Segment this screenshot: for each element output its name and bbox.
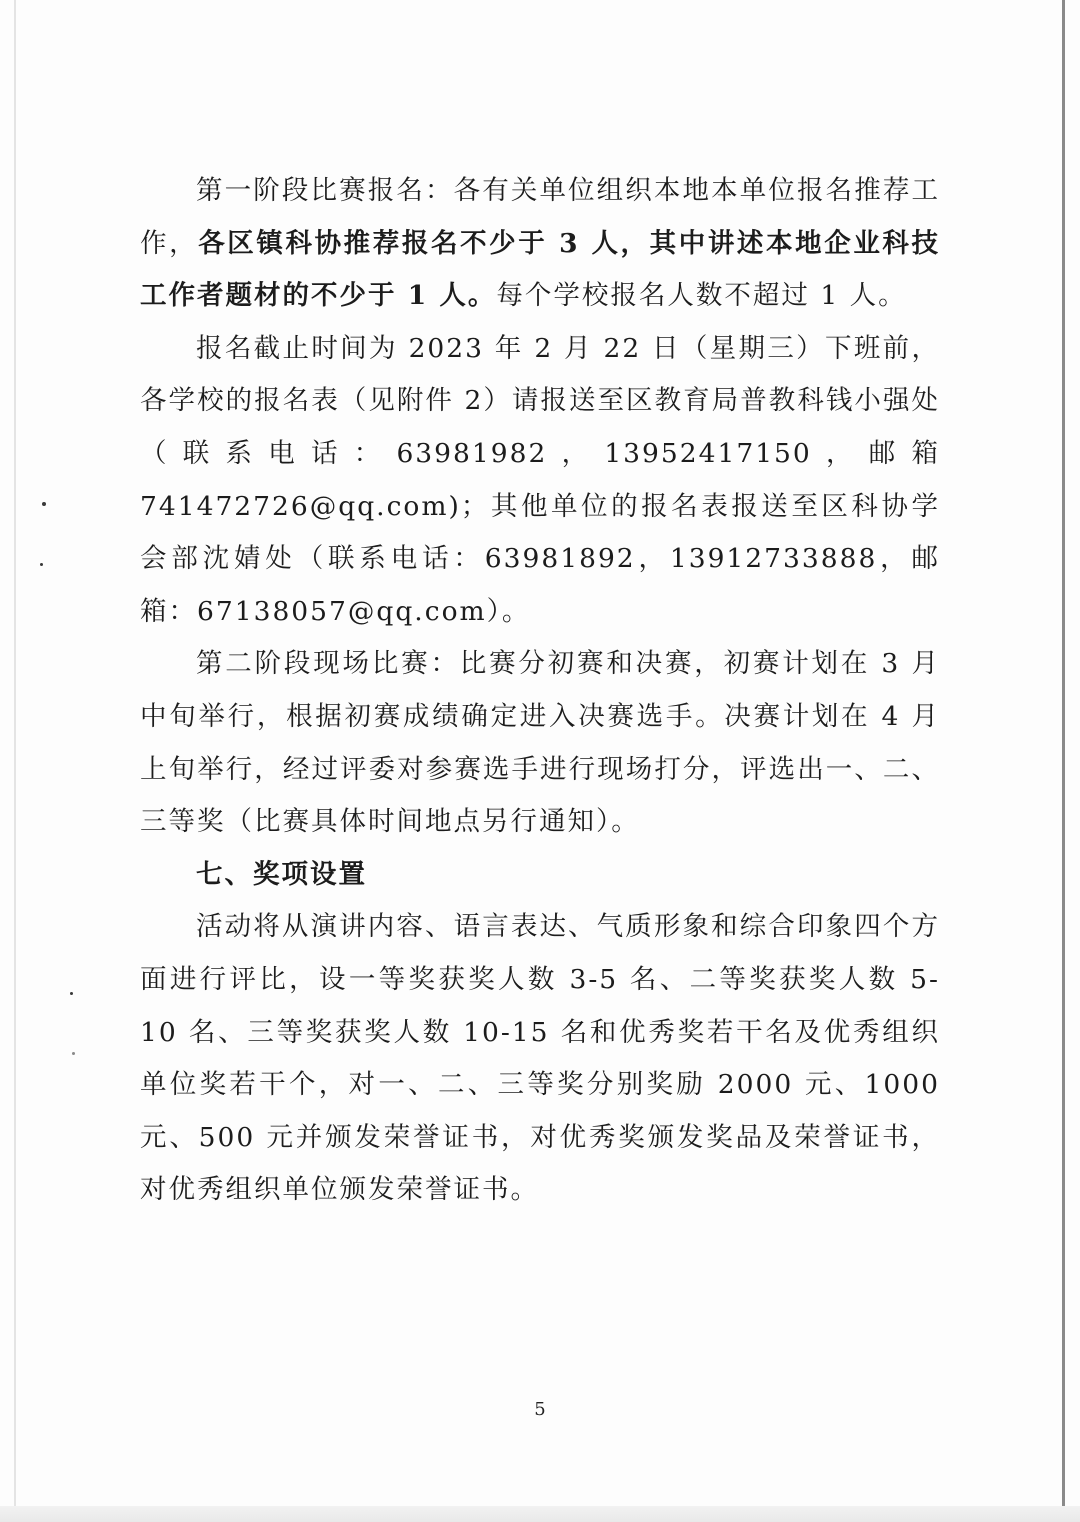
paragraph-registration-deadline (140, 323, 951, 639)
paragraph-stage-two-competition (140, 638, 940, 848)
paragraph-awards-description (140, 901, 951, 1217)
text-run: 第一阶段比赛报名：各有关单位组织本地本单位报名推荐工作， (140, 175, 940, 259)
scan-speck (40, 563, 43, 566)
text-run: 活动将从演讲内容、语言表达、气质形象和综合印象四个方面进行评比，设一等奖获奖人数 3-5 名、二等奖获奖人数 5-10 名、三等奖获奖人数 10-15 名和优秀奖若干名及优秀组织单位奖若干个，对一、二、三等奖分别奖励 2000 元、1000 元、500 元并颁发荣誉证书，对优秀奖颁发奖品及荣誉证书，对优秀组织单位颁发荣誉证书。 (140, 911, 951, 1206)
text-run-bold: 各区镇科协推荐报名不少于 3 人，其中讲述本地企业科技工作者题材的不少于 1 人。 (140, 227, 941, 312)
document-body (140, 165, 951, 1217)
scan-speck (42, 502, 46, 506)
scan-right-edge (1062, 0, 1065, 1522)
paragraph-stage-one-registration (140, 165, 940, 323)
text-run: 报名截止时间为 2023 年 2 月 22 日（星期三）下班前，各学校的报名表（见附件 2）请报送至区教育局普教科钱小强处（联系电话：63981982，13952417150，邮箱 741472726@qq.com)；其他单位的报名表报送至区科协学会部沈婧处（联系电话：63981892，13912733888，邮箱：67138057@qq.com）。 (140, 332, 951, 627)
scan-left-edge (14, 0, 16, 1522)
scan-speck (70, 992, 73, 995)
scan-bottom-edge (0, 1506, 1080, 1522)
section-heading-awards: 七、奖项设置 (196, 858, 367, 890)
page-number: 5 (534, 1399, 546, 1420)
text-run: 每个学校报名人数不超过 1 人。 (496, 280, 907, 312)
text-run: 第二阶段现场比赛：比赛分初赛和决赛，初赛计划在 3 月中旬举行，根据初赛成绩确定进入决赛选手。决赛计划在 4 月上旬举行，经过评委对参赛选手进行现场打分，评选出一、二、三等奖（比赛具体时间地点另行通知）。 (140, 648, 940, 838)
scan-speck (72, 1052, 75, 1055)
